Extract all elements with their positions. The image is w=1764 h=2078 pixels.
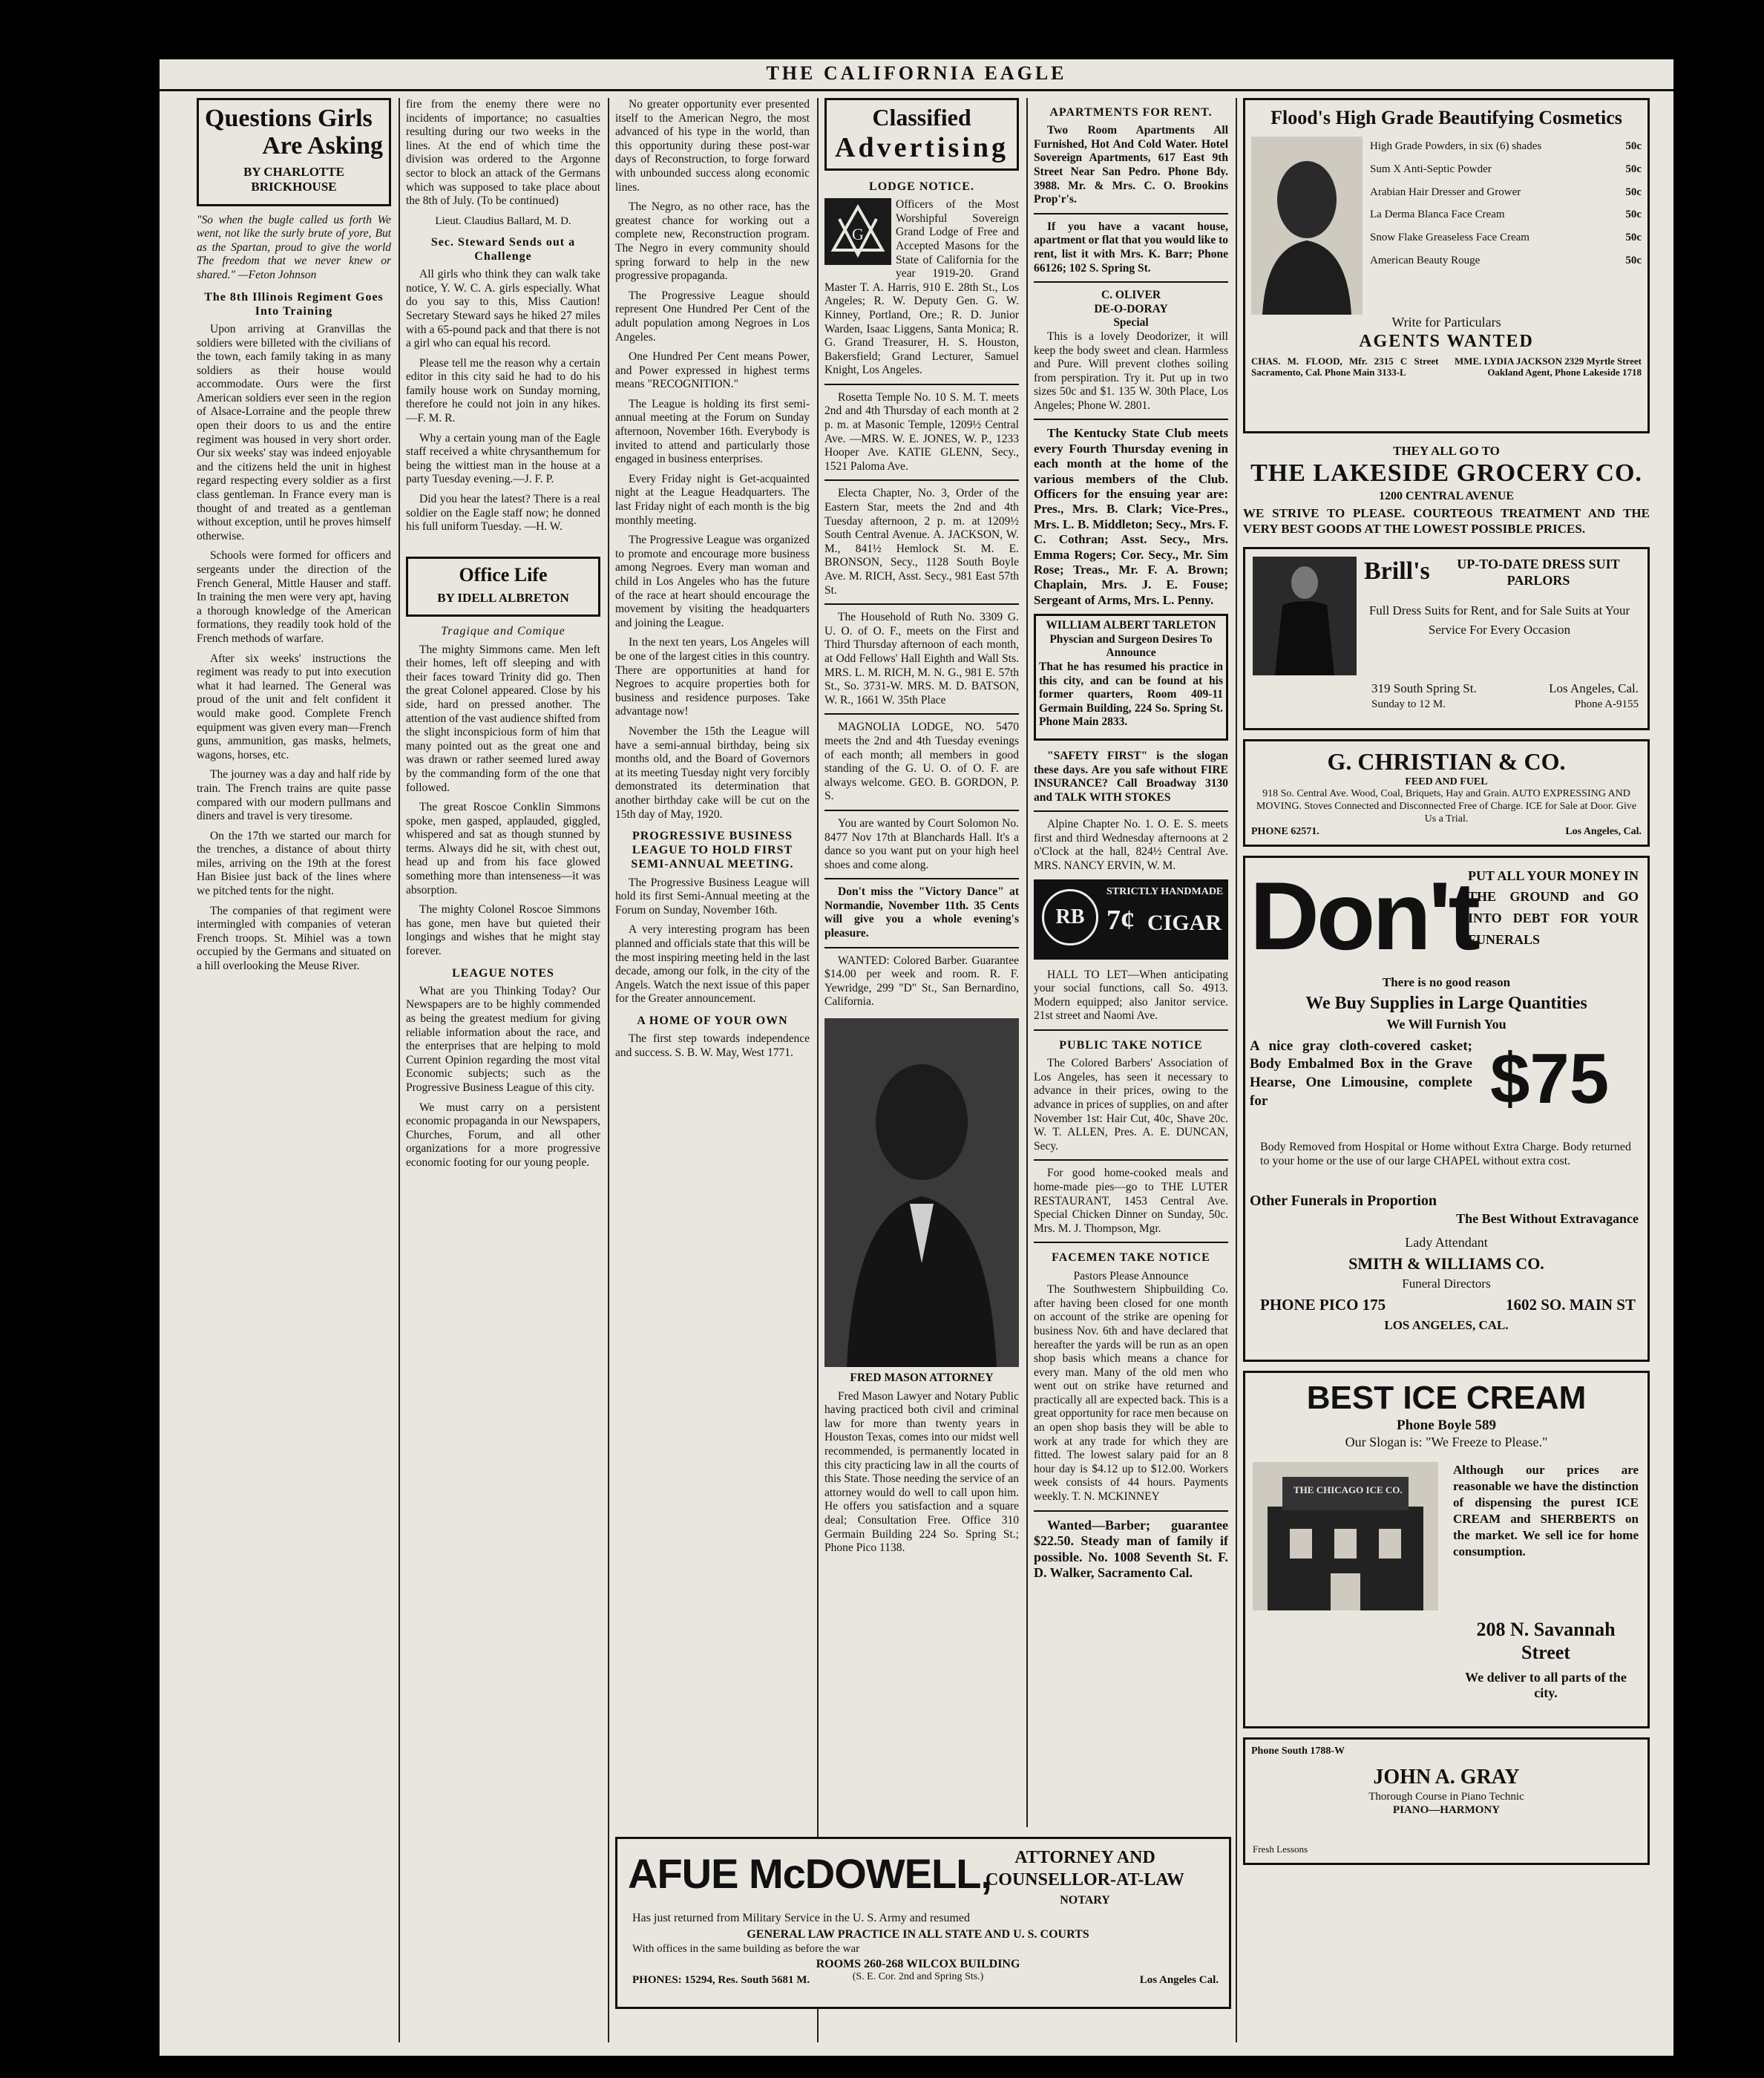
g-christian-sub: FEED AND FUEL [1405,776,1488,787]
hall-to-let: HALL TO LET—When anticipating your social functions, call So. 4913. Modern equipped; also Janitor service. 21st street and Naomi Ave. [1034,968,1228,1023]
flood-agents: AGENTS WANTED [1359,331,1534,351]
dont-supplies: We Buy Supplies in Large Quantities [1305,993,1587,1013]
smith-williams-ad [1243,856,1650,1362]
classified-title-1: Classified [872,104,971,131]
g-christian-city: Los Angeles, Cal. [1565,825,1642,837]
dont-best: The Best Without Extravagance [1456,1210,1639,1226]
deodoray-head-3: Special [1113,316,1149,330]
masthead-title: THE CALIFORNIA EAGLE [766,62,1067,84]
cigar-price: 7¢ [1106,904,1135,936]
mcdowell-text-4: ROOMS 260-268 WILCOX BUILDING [816,1958,1020,1970]
col2-paragraph-7: The great Roscoe Conklin Simmons spoke, men gasped, applauded, giggled, whispered and sat as though stunned by terms. Always did he sit, with chest out, head up and from his face glowed something more than intenseness—it was absorption. [406,801,600,897]
barber-wanted-1: WANTED: Colored Barber. Guarantee $14.00 per week and room. R. F. Yewridge, 299 "D" St., San Bernardino, California. [824,954,1019,1009]
newspaper-page [160,59,1673,2056]
progressive-league-head: PROGRESSIVE BUSINESS LEAGUE TO HOLD FIRST SEMI-ANNUAL MEETING. [631,830,794,871]
dont-small: Body Removed from Hospital or Home without Extra Charge. Body returned to your home or the use of our large CHAPEL without extra cost. [1260,1140,1631,1167]
mcdowell-city: Los Angeles Cal. [1139,1974,1219,1986]
household-of-ruth: The Household of Ruth No. 3309 G. U. O. of O. F., meets on the First and Third Thursday afternoon of each month, at Odd Fellows' Hall Eighth and Wall Sts. MRS. L. M. RICH, M. N. G., 981 E. 57th St., So. 3731-W. MRS. M. D. BATSON, W. R., 1661 W. 35th Place [824,611,1019,707]
column-5 [1034,98,1228,2042]
tarleton-ad [1034,614,1228,741]
gray-name: JOHN A. GRAY [1373,1766,1520,1789]
column-4 [824,98,1019,1820]
kentucky-club: The Kentucky State Club meets every Fourth Thursday evening in each month at the home of the various members of the Club. Officers for the ensuing year are: Pres., Mrs. B. Clark; Vice-Pres., Mrs. L. B. Middleton; Secy., Mrs. F. C. Cothran; Asst. Secy., Mrs. Emma Rogers; Cor. Secy., Mr. Sim Rose; Treas., Mr. F. A. Brown; Chaplain, Mrs. J. E. Fouse; Sergeant of Arms, Mrs. L. Penny. [1034,426,1228,607]
regiment-subhead: The 8th Illinois Regiment Goes Into Training [204,290,384,318]
mcdowell-notary: NOTARY [1060,1894,1110,1907]
gray-left: Fresh Lessons [1253,1843,1308,1855]
tarleton-text: That he has resumed his practice in this city, and can be found at his former quarters, Room 409-11 Germain Building, 224 So. Spring St. Phone Main 2833. [1039,660,1223,729]
col1-paragraph-4: The journey was a day and half ride by train. The French trains are quite passe compared with our modern pullmans and diners and travel is very tiresome. [197,768,391,823]
dont-phone: PHONE PICO 175 [1260,1295,1386,1314]
column-6 [1243,98,1650,2042]
dont-furnish: We Will Furnish You [1386,1016,1506,1032]
col2-paragraph-9: What are you Thinking Today? Our Newspapers are to be highly commended as being the greatest medium for giving reliable information about the race, and the enterprises that are helping to mold Current Opinion regarding the most vital Economic subjects; such as the Progressive Business League of this city. [406,984,600,1094]
col3-paragraph-9: November the 15th the League will have a semi-annual birthday, being six months old, and the Board of Governors at its meeting Tuesday night very forcibly demonstrated its determination that another birthday cake will be cut on the 15th day of May, 1920. [615,724,810,821]
col1-paragraph-6: The companies of that regiment were intermingled with companies of veteran French troops. St. Mihiel was a town occupied by the Germans and situated on a hill overlooking the Meuse River. [197,904,391,973]
col3-paragraph-7: The Progressive League was organized to promote and encourage more business among Negroes. Every man woman and child in Los Angeles who has the future of the race at heart should encourage the movement by visiting the headquarters and joining the League. [615,534,810,629]
col1-paragraph-3: After six weeks' instructions the regiment was ready to put into execution what it had learned. The General was proud of the unit and felt confident it would make good. Complete French equipment was given every man—French guns, ammunition, gas masks, helmets, wagons, horses, etc. [197,652,391,761]
col3-paragraph-4: One Hundred Per Cent means Power, and Power expressed in highest terms means "RECOGNITION." [615,350,810,391]
column-1 [197,98,391,2042]
mcdowell-text-2: GENERAL LAW PRACTICE IN ALL STATE AND U. S. COURTS [747,1928,1089,1941]
col3-paragraph-6: Every Friday night is Get-acquainted night at the League Headquarters. The last Friday night of each month is the big monthly meeting. [615,472,810,527]
flood-portrait [1251,137,1363,315]
gray-sub-2: PIANO—HARMONY [1392,1803,1501,1816]
ice-text: Although our prices are reasonable we have the distinction of dispensing the purest ICE CREAM and SHERBERTS on the market. We sell ice for home consumption. [1453,1462,1639,1558]
lodge-notice-text: Officers of the Most Worshipful Sovereign Grand Lodge of Free and Accepted Masons for the State of California for the year 1919-20. Grand Master T. A. Harris, 910 E. 28th St., Los Angeles; R. W. Deputy Gen. G. W. Kinney, Portland, Ore.; R. D. Junior Warden, Isaac Liggens, Santa Monica; R. G. Grand Treasurer, H. S. Houston, Bakersfield; Grand Lecturer, Samuel Knight, Los Angeles. [824,198,1019,377]
lakeside-slogan: WE STRIVE TO PLEASE. COURTEOUS TREATMENT AND THE VERY BEST GOODS AT THE LOWEST POSSIBLE PRICES. [1243,506,1650,536]
flood-agent: MME. LYDIA JACKSON 2329 Myrtle Street Oakland Agent, Phone Lakeside 1718 [1454,355,1642,378]
tarleton-sub: Physcian and Surgeon Desires To Announce [1049,632,1213,660]
mcdowell-ad [615,1837,1231,2009]
col3-paragraph-12: The first step towards independence and success. S. B. W. May, West 1771. [615,1032,810,1059]
mcdowell-title-1: ATTORNEY AND [1014,1848,1155,1867]
dont-funeral-directors: Funeral Directors [1402,1276,1491,1291]
classified-title-2: Advertising [835,132,1009,164]
deodoray-head-2: DE-O-DORAY [1094,302,1168,315]
column-rule [1026,98,1028,1827]
public-notice-text: The Colored Barbers' Association of Los Angeles, has seen it necessary to advance in their prices, owing to the advance in prices of supplies, on and after November 1st: Hair Cut, 40c, Shave 20c. W. T. ALLEN, Pres. A. E. DUNCAN, Secy. [1034,1057,1228,1153]
ice-address: 208 N. Savannah Street [1476,1618,1616,1663]
col2-paragraph-8: The mighty Colonel Roscoe Simmons has gone, men have but quieted their longings and wishes that he might stay forever. [406,903,600,958]
ice-deliver: We deliver to all parts of the city. [1465,1669,1627,1701]
lakeside-grocery-ad [1243,442,1650,538]
classified-header [824,98,1019,171]
dont-company: SMITH & WILLIAMS CO. [1348,1253,1544,1273]
cigar-ad [1034,879,1228,960]
column-3 [615,98,810,2042]
office-life-byline: BY IDELL ALBRETON [437,591,569,605]
questions-girls-header [197,98,391,206]
flood-title: Flood's High Grade Beautifying Cosmetics [1270,107,1622,128]
challenge-subhead: Sec. Steward Sends out a Challenge [430,235,576,263]
svg-text:G: G [852,225,864,244]
dont-headline: Don't [1250,861,1478,970]
fred-mason-text: Fred Mason Lawyer and Notary Public having practiced both civil and criminal law for more than twenty years in Houston Texas, comes into our midst well recommended, is permanently located in this city practicing law in all the courts of this State. Those needing the service of an attorney would do well to call upon him. He offers you satisfaction and a square deal; Consultation Free. Office 310 Germain Building 224 So. Spring St.; Phone Pico 1138. [824,1389,1019,1555]
deodoray-text: This is a lovely Deodorizer, it will keep the body sweet and clean. Harmless and Pure. Will prevent clothes soiling from perspiration. Try it. Put up in two sizes 50c and $1. 135 W. 30th Place, Los Angeles; Phone W. 2801. [1034,330,1228,412]
gray-phone: Phone South 1788-W [1251,1745,1345,1757]
office-life-subhead: Tragique and Comique [441,625,565,638]
col3-paragraph-2: The Negro, as no other race, has the greatest chance for working out a complete new, Reconstruction program. The Negro in every community should spring forward to help in the new progressive propaganda. [615,200,810,283]
pastors-head: Pastors Please Announce [1073,1269,1189,1282]
deodoray-head-1: C. OLIVER [1101,289,1161,302]
flood-item: La Derma Blanca Face Cream 50c [1370,209,1642,221]
col2-paragraph-4: Why a certain young man of the Eagle staff received a white chrysanthemum for being the wittiest man in the house at a party Tuesday evening.—J. F. P. [406,431,600,486]
g-christian-name: G. CHRISTIAN & CO. [1327,748,1566,776]
public-notice-head: PUBLIC TAKE NOTICE [1059,1039,1203,1052]
mcdowell-text-5: (S. E. Cor. 2nd and Spring Sts.) [852,1971,984,1982]
column-rule [399,98,400,2042]
mcdowell-name: AFUE McDOWELL, [628,1850,991,1897]
lodge-notice-head: LODGE NOTICE. [869,180,974,193]
col2-paragraph-10: We must carry on a persistent economic propaganda in our Newspapers, Churches, Forum, and all other organizations for a more progressive economic footing for our young people. [406,1101,600,1169]
brills-name: Brill's [1364,557,1430,586]
flood-item: Sum X Anti-Septic Powder 50c [1370,163,1642,175]
col1-paragraph-1: Upon arriving at Granvillas the soldiers were billeted with the civilians of the town, each family taking in as many soldiers as their house would accommodate. Ours were the first American soldiers ever seen in the region of Alsace-Lorraine and the people threw open their doors to us and the entire regiment was housed in very short order. Our six weeks' stay was indeed enjoyable and the citizens held the unit in highest regard respecting every soldier as a first class gentleman. In France every man is thought of and treated as a gentleman without exception, until he proves himself otherwise. [197,322,391,543]
dont-city: LOS ANGELES, CAL. [1384,1317,1509,1332]
office-life-header [406,557,600,617]
flood-item: Snow Flake Greaseless Face Cream 50c [1370,232,1642,244]
victory-dance: Don't miss the "Victory Dance" at Normandie, November 11th. 35 Cents will give you a whole evening's pleasure. [824,885,1019,940]
magnolia-lodge: MAGNOLIA LODGE, NO. 5470 meets the 2nd and 4th Tuesday evenings of each month; all members in good standing of the G. U. O. of O. F. are always welcome. GEO. B. GORDON, P. S. [824,721,1019,803]
mcdowell-title-2: COUNSELLOR-AT-LAW [985,1870,1185,1889]
brills-ad [1243,547,1650,730]
home-head: A HOME OF YOUR OWN [637,1015,788,1027]
cigar-word: CIGAR [1147,910,1222,935]
shipbuilding-text: The Southwestern Shipbuilding Co. after having been closed for one month on account of the strike are opening for business Nov. 6th and have declared that hereafter the yards will be run as an open shop basis which means a chance for every man. Many of the old men who went out on strike have returned and practically all are expected back. This is a great opportunity for race men because on an open shop basis they will be able to work at any trade for which they are fitted. The lowest salary paid for an 8 hour day is $4.12 up to $12.00. Workers week consists of 44 hours. Payments weekly. T. N. MCKINNEY [1034,1283,1228,1504]
questions-girls-title-1: Questions Girls [205,105,373,132]
league-notes-subhead: LEAGUE NOTES [452,966,554,980]
column-rule [817,98,819,2042]
mcdowell-phones: PHONES: 15294, Res. South 5681 M. [632,1974,810,1986]
brills-city: Los Angeles, Cal. [1549,681,1639,696]
flood-item: American Beauty Rouge 50c [1370,254,1642,266]
ballard-signature: Lieut. Claudius Ballard, M. D. [435,214,571,227]
apartments-head: APARTMENTS FOR RENT. [1049,106,1213,119]
col3-paragraph-8: In the next ten years, Los Angeles will be one of the largest cities in this country. There are opportunities at hand for Negroes to acquire properties both for business and residence purposes. Take advantage now! [615,636,810,718]
dont-lady: Lady Attendant [1405,1234,1488,1250]
brills-phone: Phone A-9155 [1574,698,1639,711]
gray-sub: Thorough Course in Piano Technic [1368,1790,1524,1803]
ice-title: BEST ICE CREAM [1306,1379,1587,1416]
questions-girls-byline: BY CHARLOTTE BRICKHOUSE [243,164,344,194]
col3-paragraph-10: The Progressive Business League will hold its first Semi-Annual meeting at the Forum on Sunday, November 16th. [615,876,810,917]
flood-item: Arabian Hair Dresser and Grower 50c [1370,186,1642,198]
masonic-emblem-icon [824,198,891,265]
col2-paragraph-1: fire from the enemy there were no incidents of importance; no casualties resulting during our two weeks in the lines. At the end of which time the division was ordered to the Argonne sector to block an attack of the Germans which was supposed to take place about the 8th of July. (To be continued) [406,98,600,208]
col3-paragraph-1: No greater opportunity ever presented itself to the American Negro, the most advanced of his type in the world, than this opportunity during these post-war days of Reconstruction, to forge forward with unbounded success along economic lines. [615,98,810,194]
poem: "So when the bugle called us forth We went, not like the surly brute of yore, But as the Spartan, proud to give the world The freedom that we never knew or shared." —Feton Johnson [197,213,391,281]
col2-paragraph-5: Did you hear the latest? There is a real soldier on the Eagle staff now; he donned his full uniform Tuesday. —H. W. [406,493,600,534]
vacant-house: If you have a vacant house, apartment or flat that you would like to rent, list it with Mrs. K. Barr; Phone 66126; 102 S. Spring St. [1034,220,1228,275]
column-rule [608,98,609,2042]
rb-logo: RB [1042,889,1098,945]
rosetta-temple: Rosetta Temple No. 10 S. M. T. meets 2nd and 4th Thursday of each month at 2 p. m. at Masonic Temple, 1209½ Central Ave. —MRS. W. E. JONES, W. P., 1233 Hooper Ave. KATIE GLENN, Secy., 1521 Paloma Ave. [824,390,1019,473]
ice-phone: Phone Boyle 589 [1396,1417,1497,1434]
barber-wanted-2: Wanted—Barber; guarantee $22.50. Steady man of family if possible. No. 1008 Seventh St. F. D. Walker, Sacramento Cal. [1034,1517,1228,1581]
dont-side-text: PUT ALL YOUR MONEY IN THE GROUND and GO INTO DEBT FOR YOUR FUNERALS [1468,868,1639,947]
flood-cosmetics-ad [1243,98,1650,433]
col2-paragraph-2: All girls who think they can walk take notice, Y. W. C. A. girls especially. What do you say to this, Miss Caution! Secretary Steward says he hiked 27 miles with a 65-pound pack and that there is not a girl who can equal his record. [406,268,600,350]
ice-cream-ad [1243,1371,1650,1728]
g-christian-text: 918 So. Central Ave. Wood, Coal, Briquets, Hay and Grain. AUTO EXPRESSING AND MOVING. Stoves Connected and Disconnected Free of Charge. ICE for Sale at Door. Give Us a Trial. [1256,788,1637,825]
brills-head: UP-TO-DATE DRESS SUIT PARLORS [1457,557,1620,588]
photo-caption: FRED MASON ATTORNEY [850,1371,994,1385]
facemen-head: FACEMEN TAKE NOTICE [1052,1251,1210,1265]
apartments-text: Two Room Apartments All Furnished, Hot And Cold Water. Hotel Sovereign Apartments, 617 East 9th Street Near San Pedro. Phone Bdy. 3988. Mr. & Mrs. C. O. Brookins Prop'r's. [1034,124,1228,206]
dont-other: Other Funerals in Proportion [1250,1192,1437,1209]
tarleton-head: WILLIAM ALBERT TARLETON [1046,619,1216,632]
column-rule [1236,98,1237,2042]
alpine-chapter: Alpine Chapter No. 1. O. E. S. meets first and third Wednesday afternoons at 2 o'Clock at the hall, 824½ Central Ave. MRS. NANCY ERVIN, W. M. [1034,818,1228,873]
questions-girls-title-2: Are Asking [262,132,383,160]
column-2 [406,98,600,2042]
mcdowell-text-3: With offices in the same building as before the war [632,1943,860,1955]
lakeside-name: THE LAKESIDE GROCERY CO. [1250,459,1642,488]
cigar-line-1: STRICTLY HANDMADE [1106,885,1224,897]
court-solomon: You are wanted by Court Solomon No. 8477 Nov 17th at Blanchards Hall. It's a dance so you want put on your high heel shoes and come along. [824,816,1019,871]
office-life-title: Office Life [459,563,548,586]
g-christian-ad [1243,739,1650,846]
col2-paragraph-6: The mighty Simmons came. Men left their homes, left off sleeping and with their faces toward Trinity did go. Then the great Colonel appeared. Close by his side, hard on pressed another. The attention of the vast audience shifted from the slight inconspicious form of him that many pointed out as the great one and was drawn or rather seemed lured away by the commanding form of the one that followed. [406,643,600,794]
luter-restaurant: For good home-cooked meals and home-made pies—go to THE LUTER RESTAURANT, 1453 Central Ave. Special Chicken Dinner on Sunday, 50c. Mrs. M. J. Thompson, Mgr. [1034,1167,1228,1235]
dont-price: $75 [1490,1038,1610,1118]
brills-text: Full Dress Suits for Rent, and for Sale Suits at Your Service For Every Occasion [1368,603,1630,637]
ice-slogan: Our Slogan is: "We Freeze to Please." [1345,1435,1548,1450]
ice-sign: THE CHICAGO ICE CO. [1294,1484,1403,1495]
dont-casket-list: A nice gray cloth-covered casket; Body Embalmed Box in the Grave Hearse, One Limousine, complete for [1250,1038,1472,1109]
mcdowell-text-1: Has just returned from Military Service in the U. S. Army and resumed [632,1912,971,1924]
lakeside-top: THEY ALL GO TO [1393,444,1500,458]
col1-paragraph-5: On the 17th we started our march for the trenches, a distance of about thirty miles, arriving on the 19th at the forest Han Bisiee just back of the lines where we pitched tents for the night. [197,829,391,898]
electa-chapter: Electa Chapter, No. 3, Order of the Eastern Star, meets the 2nd and 4th Tuesday afternoon, 2 p. m. at 1209½ South Central Avenue. A. JACKSON, W. M., 841½ Hemlock St. M. E. BRONSON, Secy., 1128 South Boyle Ave. M. RICH, Asst. Secy., 981 East 57th St. [824,487,1019,597]
brills-sunday: Sunday to 12 M. [1371,698,1446,711]
safety-first: "SAFETY FIRST" is the slogan these days. Are you safe without FIRE INSURANCE? Call Broadway 3130 and TALK WITH STOKES [1034,749,1228,804]
lakeside-address: 1200 CENTRAL AVENUE [1379,490,1514,503]
col3-paragraph-5: The League is holding its first semi-annual meeting at the Forum on Sunday afternoon, November 16th. Everybody is invited to attend and particularly those engaged in business enterprises. [615,397,810,466]
flood-item: High Grade Powders, in six (6) shades 50c [1370,140,1642,153]
brills-photo [1253,557,1357,675]
col3-paragraph-3: The Progressive League should represent One Hundred Per Cent of the adult population among Negroes in Los Angeles. [615,289,810,344]
fred-mason-portrait [824,1018,1019,1367]
flood-manufacturer: CHAS. M. FLOOD, Mfr. 2315 C Street Sacramento, Cal. Phone Main 3133-L [1251,355,1439,378]
g-christian-phone: PHONE 62571. [1251,825,1319,837]
col3-paragraph-11: A very interesting program has been planned and officials state that this will be the most inspiring meeting held in the last decade, among our folk, in the city of the Angels. Watch the next issue of this paper for the Greater announcement. [615,923,810,1006]
col1-paragraph-2: Schools were formed for officers and sergeants under the direction of the French General, Mittle Hauser and staff. In training the men were very apt, having a thorough knowledge of the American formations, they readily took hold of the French methods of warfare. [197,549,391,645]
col2-paragraph-3: Please tell me the reason why a certain editor in this city said he had to do his family house work on Sunday morning, therefore he could not join in any hikes. —F. M. R. [406,356,600,425]
flood-write: Write for Particulars [1391,315,1501,330]
dont-no-reason: There is no good reason [1382,974,1511,989]
john-gray-ad [1243,1737,1650,1865]
ice-building-illustration [1253,1462,1438,1610]
brills-address: 319 South Spring St. [1371,681,1477,696]
dont-address: 1602 SO. MAIN ST [1505,1295,1636,1314]
masthead [160,59,1673,91]
